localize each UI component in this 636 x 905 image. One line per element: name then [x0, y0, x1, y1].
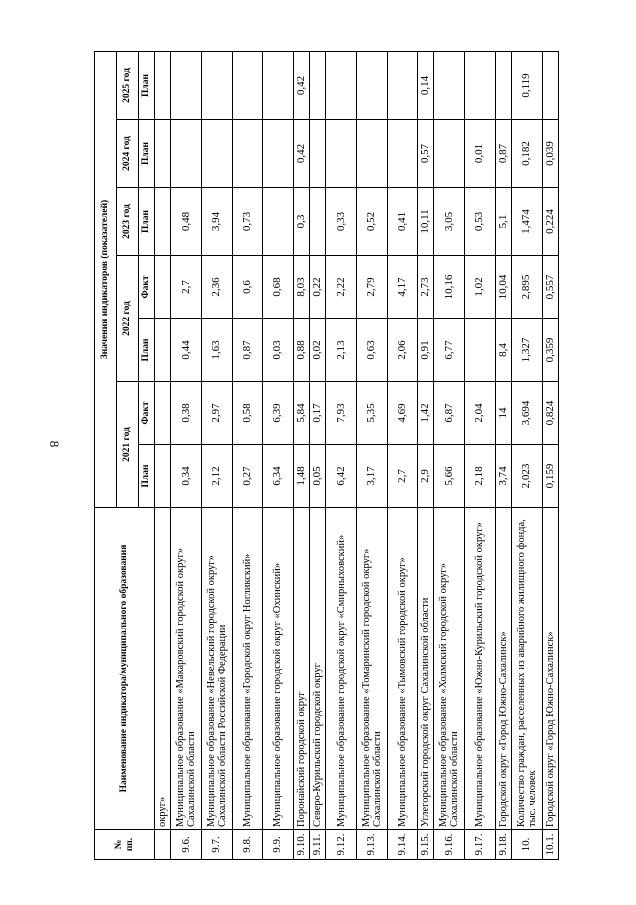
row-number: 9.17. — [465, 830, 496, 860]
value-cell: 0,17 — [310, 382, 326, 445]
value-cell — [310, 188, 326, 256]
value-cell: 2,36 — [201, 256, 232, 319]
row-number: 9.15. — [418, 830, 434, 860]
value-cell: 5,35 — [356, 382, 387, 445]
value-cell: 0,039 — [542, 120, 559, 188]
row-name: Муниципальное образование «Томаринский городской округ» Сахалинской области — [356, 508, 387, 830]
value-cell: 2,895 — [511, 256, 542, 319]
row-number: 9.14. — [387, 830, 418, 860]
value-cell: 0,02 — [310, 319, 326, 382]
row-name: Муниципальное образование «Невельский городской округ» Сахалинской области Российской Федерации — [201, 508, 232, 830]
table-row — [465, 51, 496, 859]
value-cell: 0,119 — [511, 51, 542, 119]
value-cell — [310, 51, 326, 119]
header-sub: План — [139, 188, 155, 256]
table-row — [263, 51, 294, 859]
value-cell: 5,1 — [495, 188, 511, 256]
value-cell: 0,01 — [465, 120, 496, 188]
value-cell: 3,94 — [201, 188, 232, 256]
value-cell: 0,05 — [310, 445, 326, 508]
table-row — [542, 51, 559, 859]
value-cell — [155, 445, 171, 508]
header-year-2024: 2024 год — [117, 120, 139, 188]
row-number: 9.12. — [326, 830, 357, 860]
header-sub: Факт — [139, 382, 155, 445]
value-cell: 0,73 — [232, 188, 263, 256]
value-cell: 4,17 — [387, 256, 418, 319]
value-cell: 1,474 — [511, 188, 542, 256]
value-cell: 1,42 — [418, 382, 434, 445]
value-cell: 0,91 — [418, 319, 434, 382]
indicators-table — [94, 51, 559, 860]
table-row — [387, 51, 418, 859]
value-cell: 0,44 — [171, 319, 202, 382]
value-cell: 6,42 — [326, 445, 357, 508]
row-name: Количество граждан, расселенных из аварийного жилищного фонда, тыс. человек — [511, 508, 542, 830]
value-cell: 10,11 — [418, 188, 434, 256]
value-cell: 3,05 — [434, 188, 465, 256]
value-cell — [326, 120, 357, 188]
header-name: Наименование индикатора/муниципального образования — [95, 508, 155, 830]
row-name: Муниципальное образование «Тымовский городской округ» — [387, 508, 418, 830]
value-cell — [171, 51, 202, 119]
value-cell: 2,7 — [387, 445, 418, 508]
value-cell: 0,87 — [232, 319, 263, 382]
value-cell: 0,57 — [418, 120, 434, 188]
value-cell: 2,9 — [418, 445, 434, 508]
table-row — [418, 51, 434, 859]
value-cell: 2,13 — [326, 319, 357, 382]
table-row — [356, 51, 387, 859]
value-cell: 0,68 — [263, 256, 294, 319]
value-cell: 0,87 — [495, 120, 511, 188]
row-name: Северо-Курильский городской округ — [310, 508, 326, 830]
value-cell: 0,557 — [542, 256, 559, 319]
value-cell: 2,7 — [171, 256, 202, 319]
value-cell: 2,023 — [511, 445, 542, 508]
value-cell: 0,53 — [465, 188, 496, 256]
header-year-2021: 2021 год — [117, 382, 139, 508]
table-row — [232, 51, 263, 859]
table-row — [293, 51, 309, 859]
value-cell — [155, 256, 171, 319]
value-cell: 6,87 — [434, 382, 465, 445]
value-cell: 5,66 — [434, 445, 465, 508]
value-cell: 0,22 — [310, 256, 326, 319]
row-name: Муниципальное образование «Южно-Курильский городской округ» — [465, 508, 496, 830]
value-cell: 10,04 — [495, 256, 511, 319]
row-number: 9.16. — [434, 830, 465, 860]
value-cell: 0,03 — [263, 319, 294, 382]
value-cell: 6,34 — [263, 445, 294, 508]
row-number: 9.10. — [293, 830, 309, 860]
value-cell — [465, 51, 496, 119]
header-sub: План — [139, 445, 155, 508]
value-cell: 6,77 — [434, 319, 465, 382]
value-cell — [263, 120, 294, 188]
value-cell: 6,39 — [263, 382, 294, 445]
value-cell — [465, 319, 496, 382]
row-number: 10. — [511, 830, 542, 860]
value-cell: 0,3 — [293, 188, 309, 256]
value-cell: 2,18 — [465, 445, 496, 508]
value-cell: 0,359 — [542, 319, 559, 382]
value-cell: 0,182 — [511, 120, 542, 188]
value-cell: 1,327 — [511, 319, 542, 382]
header-sub: План — [139, 319, 155, 382]
value-cell — [310, 120, 326, 188]
value-cell: 0,48 — [171, 188, 202, 256]
value-cell: 2,22 — [326, 256, 357, 319]
value-cell: 0,42 — [293, 120, 309, 188]
row-number: 9.7. — [201, 830, 232, 860]
value-cell — [232, 120, 263, 188]
row-number: 10.1. — [542, 830, 559, 860]
value-cell: 0,27 — [232, 445, 263, 508]
value-cell — [232, 51, 263, 119]
value-cell — [387, 120, 418, 188]
header-year-2023: 2023 год — [117, 188, 139, 256]
row-number: 9.18. — [495, 830, 511, 860]
row-name: Муниципальное образование «Холмский городской округ» Сахалинской области — [434, 508, 465, 830]
value-cell: 8,03 — [293, 256, 309, 319]
table-row — [201, 51, 232, 859]
value-cell: 0,6 — [232, 256, 263, 319]
value-cell: 3,17 — [356, 445, 387, 508]
row-number — [155, 830, 171, 860]
header-sub: План — [139, 51, 155, 119]
value-cell: 0,38 — [171, 382, 202, 445]
value-cell: 14 — [495, 382, 511, 445]
header-sub: Факт — [139, 256, 155, 319]
rotated-table — [94, 52, 559, 860]
row-name: Муниципальное образование «Городской округ Ногликский» — [232, 508, 263, 830]
row-name: Углегорский городской округ Сахалинской области — [418, 508, 434, 830]
value-cell: 0,14 — [418, 51, 434, 119]
value-cell: 0,224 — [542, 188, 559, 256]
value-cell: 0,824 — [542, 382, 559, 445]
value-cell: 5,84 — [293, 382, 309, 445]
table-row — [495, 51, 511, 859]
value-cell — [356, 120, 387, 188]
row-name: Муниципальное образование городской округ «Охинский» — [263, 508, 294, 830]
value-cell: 1,02 — [465, 256, 496, 319]
header-group: Значения индикаторов (показателей) — [95, 51, 117, 507]
row-name: Городской округ «Город Южно-Сахалинск» — [495, 508, 511, 830]
value-cell: 10,16 — [434, 256, 465, 319]
table-row — [171, 51, 202, 859]
value-cell: 2,79 — [356, 256, 387, 319]
value-cell — [201, 120, 232, 188]
value-cell: 2,97 — [201, 382, 232, 445]
value-cell — [155, 120, 171, 188]
header-year-2022: 2022 год — [117, 256, 139, 382]
value-cell — [542, 51, 559, 119]
value-cell: 0,52 — [356, 188, 387, 256]
value-cell: 0,88 — [293, 319, 309, 382]
row-name: округ» — [155, 508, 171, 830]
header-sub: План — [139, 120, 155, 188]
value-cell: 1,48 — [293, 445, 309, 508]
value-cell: 0,58 — [232, 382, 263, 445]
table-row — [155, 51, 171, 859]
row-name: Городской округ «Город Южно-Сахалинск» — [542, 508, 559, 830]
value-cell: 4,69 — [387, 382, 418, 445]
value-cell: 0,34 — [171, 445, 202, 508]
header-year-2025: 2025 год — [117, 51, 139, 119]
value-cell: 1,63 — [201, 319, 232, 382]
value-cell: 2,06 — [387, 319, 418, 382]
value-cell — [201, 51, 232, 119]
value-cell — [495, 51, 511, 119]
value-cell — [155, 319, 171, 382]
table-row — [326, 51, 357, 859]
value-cell — [263, 188, 294, 256]
page-number: 8 — [47, 440, 62, 448]
value-cell: 3,694 — [511, 382, 542, 445]
value-cell — [356, 51, 387, 119]
value-cell — [171, 120, 202, 188]
value-cell: 2,12 — [201, 445, 232, 508]
value-cell — [326, 51, 357, 119]
row-name: Поронайский городской округ — [293, 508, 309, 830]
table-body — [155, 51, 559, 859]
value-cell: 0,33 — [326, 188, 357, 256]
table-row — [434, 51, 465, 859]
value-cell: 0,41 — [387, 188, 418, 256]
value-cell: 3,74 — [495, 445, 511, 508]
value-cell: 0,63 — [356, 319, 387, 382]
table-row — [310, 51, 326, 859]
value-cell: 2,73 — [418, 256, 434, 319]
value-cell — [434, 51, 465, 119]
value-cell: 8,4 — [495, 319, 511, 382]
row-name: Муниципальное образование «Макаровский городской округ» Сахалинской области — [171, 508, 202, 830]
row-number: 9.9. — [263, 830, 294, 860]
value-cell — [434, 120, 465, 188]
value-cell — [387, 51, 418, 119]
row-number: 9.13. — [356, 830, 387, 860]
document-table-area — [94, 52, 559, 860]
table-row — [511, 51, 542, 859]
value-cell: 7,93 — [326, 382, 357, 445]
value-cell — [155, 51, 171, 119]
value-cell — [155, 188, 171, 256]
value-cell: 2,04 — [465, 382, 496, 445]
header-no: № пп. — [95, 830, 155, 860]
row-number: 9.6. — [171, 830, 202, 860]
row-number: 9.8. — [232, 830, 263, 860]
value-cell — [155, 382, 171, 445]
value-cell — [263, 51, 294, 119]
row-name: Муниципальное образование городской округ «Смирныховский» — [326, 508, 357, 830]
row-number: 9.11. — [310, 830, 326, 860]
value-cell: 0,159 — [542, 445, 559, 508]
value-cell: 0,42 — [293, 51, 309, 119]
